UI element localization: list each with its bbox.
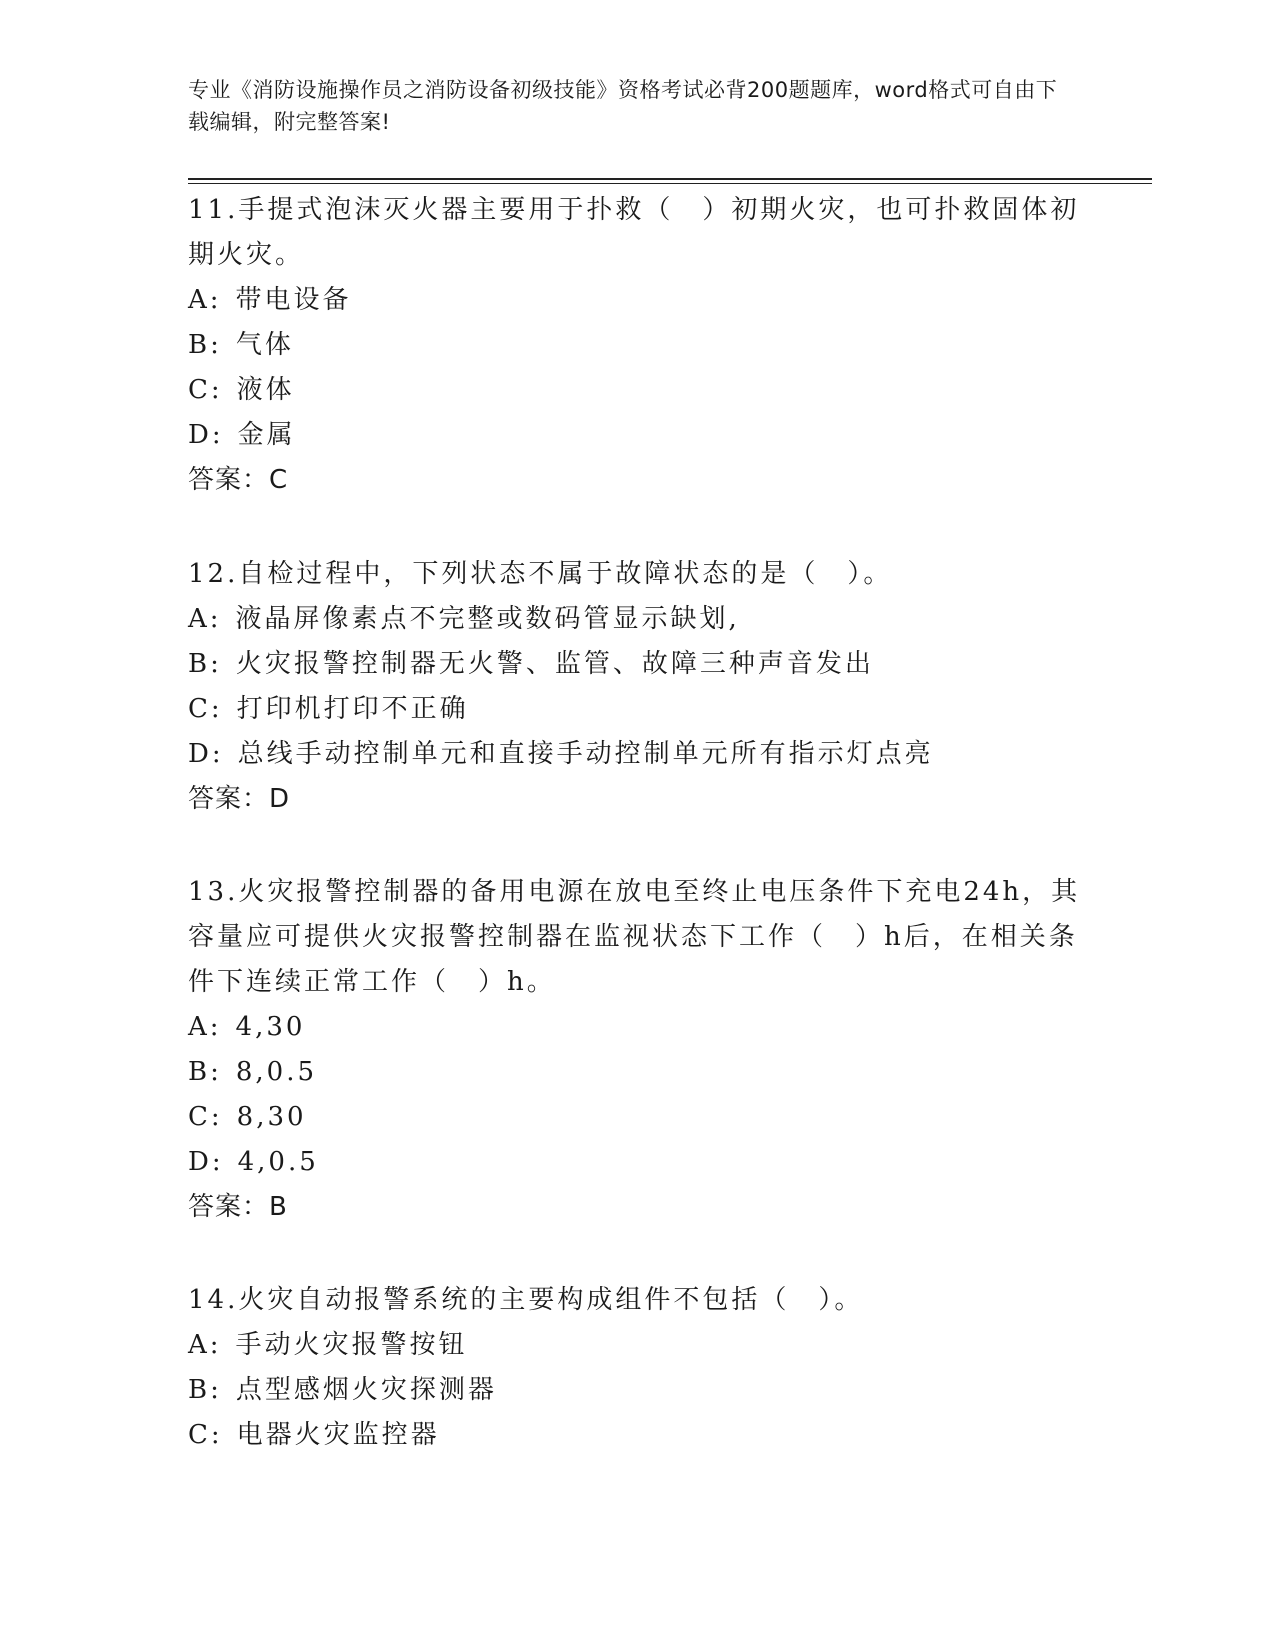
option-c — [188, 1095, 1088, 1140]
option-text: 手动火灾报警按钮 — [235, 1330, 468, 1360]
question-14 — [188, 1278, 1088, 1458]
option-a — [188, 1323, 1088, 1368]
option-c — [188, 1413, 1088, 1458]
option-text: 火灾报警控制器无火警、监管、故障三种声音发出 — [235, 649, 874, 679]
option-b — [188, 642, 1088, 687]
option-text: 总线手动控制单元和直接手动控制单元所有指示灯点亮 — [237, 739, 934, 769]
option-text: 带电设备 — [235, 285, 352, 315]
answer-line: 答案：D — [188, 784, 291, 814]
option-key: C: — [188, 694, 223, 724]
option-d — [188, 732, 1088, 777]
option-text: 4,30 — [235, 1012, 306, 1042]
option-text: 液晶屏像素点不完整或数码管显示缺划, — [235, 604, 740, 634]
question-12 — [188, 552, 1088, 822]
option-key: D: — [188, 1147, 224, 1177]
question-13 — [188, 870, 1088, 1230]
document-header: 专业《消防设施操作员之消防设备初级技能》资格考试必背200题题库，word格式可自由下载编辑，附完整答案! — [188, 78, 1058, 134]
option-key: B: — [188, 649, 222, 679]
option-key: B: — [188, 1057, 222, 1087]
option-key: C: — [188, 1102, 223, 1132]
option-c — [188, 687, 1088, 732]
option-text: 液体 — [236, 375, 295, 405]
header-divider-thin — [188, 183, 1152, 184]
option-text: 打印机打印不正确 — [236, 694, 469, 724]
option-b — [188, 1368, 1088, 1413]
answer-line: 答案：C — [188, 465, 289, 495]
answer-line: 答案：B — [188, 1192, 288, 1222]
option-key: B: — [188, 1375, 222, 1405]
option-d — [188, 413, 1088, 458]
option-key: D: — [188, 739, 224, 769]
option-text: 气体 — [235, 330, 294, 360]
option-a — [188, 1005, 1088, 1050]
option-b — [188, 1050, 1088, 1095]
option-key: A: — [188, 1330, 222, 1360]
option-b — [188, 323, 1088, 368]
option-text: 电器火灾监控器 — [236, 1420, 440, 1450]
question-stem: 14.火灾自动报警系统的主要构成组件不包括（ ）。 — [188, 1285, 864, 1315]
question-stem: 12.自检过程中，下列状态不属于故障状态的是（ ）。 — [188, 559, 893, 589]
question-stem: 11.手提式泡沫灭火器主要用于扑救（ ）初期火灾，也可扑救固体初期火灾。 — [188, 195, 1080, 270]
option-key: D: — [188, 420, 224, 450]
option-key: C: — [188, 1420, 223, 1450]
option-text: 4,0.5 — [237, 1147, 319, 1177]
option-a — [188, 278, 1088, 323]
question-stem: 13.火灾报警控制器的备用电源在放电至终止电压条件下充电24h，其容量应可提供火灾报警控制器在监视状态下工作（ ）h后，在相关条件下连续正常工作（ ）h。 — [188, 877, 1081, 997]
option-key: C: — [188, 375, 223, 405]
option-c — [188, 368, 1088, 413]
option-key: A: — [188, 604, 222, 634]
option-text: 金属 — [237, 420, 296, 450]
option-key: A: — [188, 285, 222, 315]
option-key: A: — [188, 1012, 222, 1042]
option-text: 点型感烟火灾探测器 — [235, 1375, 497, 1405]
option-a — [188, 597, 1088, 642]
question-11 — [188, 188, 1088, 503]
option-text: 8,0.5 — [235, 1057, 318, 1087]
option-key: B: — [188, 330, 222, 360]
header-divider-thick — [188, 178, 1152, 180]
option-d — [188, 1140, 1088, 1185]
option-text: 8,30 — [236, 1102, 307, 1132]
